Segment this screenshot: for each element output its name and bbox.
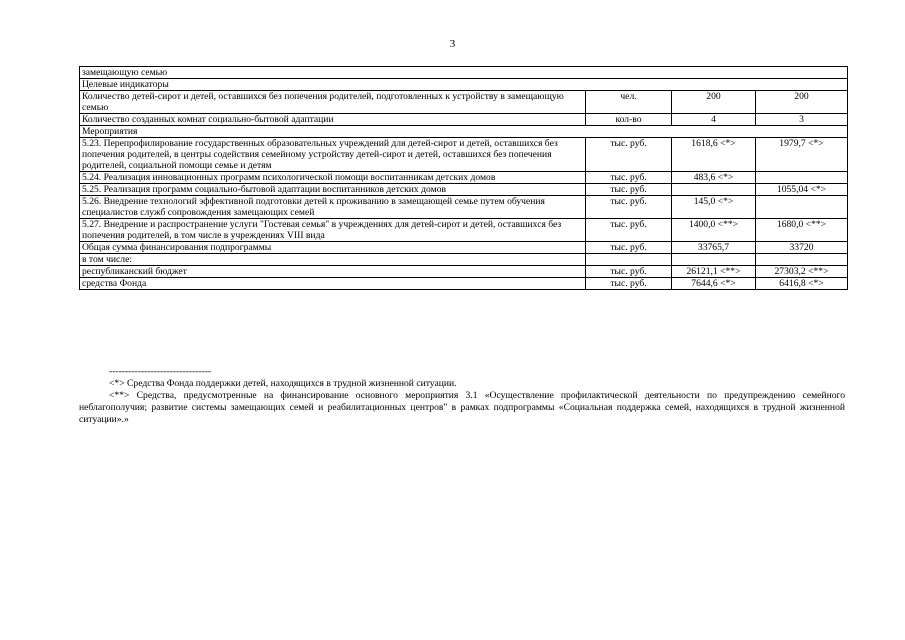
row-value-2-cell: 33720 [756, 242, 848, 254]
row-value-1-cell: 483,6 <*> [672, 172, 756, 184]
row-name-cell: республиканский бюджет [80, 266, 586, 278]
row-unit-cell [586, 254, 672, 266]
row-value-2-cell: 1680,0 <**> [756, 219, 848, 242]
section-row [80, 79, 848, 91]
section-label: замещающую семью [80, 67, 848, 79]
section-row [80, 67, 848, 79]
table-row [80, 172, 848, 184]
row-name-cell: Общая сумма финансирования подпрограммы [80, 242, 586, 254]
table-row [80, 278, 848, 290]
table-row [80, 196, 848, 219]
page-number: 3 [449, 38, 456, 50]
row-unit-cell: тыс. руб. [586, 184, 672, 196]
row-unit-cell: тыс. руб. [586, 196, 672, 219]
table-row [80, 184, 848, 196]
table-row [80, 254, 848, 266]
row-value-1-cell: 26121,1 <**> [672, 266, 756, 278]
section-row [80, 126, 848, 138]
footnote-1: <*> Средства Фонда поддержки детей, находящихся в трудной жизненной ситуации. [109, 378, 457, 389]
financing-table [79, 66, 848, 290]
row-value-1-cell: 4 [672, 114, 756, 126]
row-name-cell: 5.27. Внедрение и распространение услуги "Гостевая семья" в учреждениях для детей-сирот и детей, оставшихся без попечения родителей, в том числе в учреждениях VIII вида [80, 219, 586, 242]
table-row [80, 242, 848, 254]
row-value-1-cell [672, 254, 756, 266]
table-row [80, 114, 848, 126]
table-row [80, 219, 848, 242]
row-value-2-cell [756, 254, 848, 266]
row-value-2-cell [756, 196, 848, 219]
row-value-2-cell [756, 172, 848, 184]
row-value-2-cell: 27303,2 <**> [756, 266, 848, 278]
row-value-1-cell: 1400,0 <**> [672, 219, 756, 242]
row-unit-cell: тыс. руб. [586, 242, 672, 254]
row-name-cell: 5.26. Внедрение технологий эффективной подготовки детей к проживанию в замещающей семье путем обучения специалистов служб сопровождения замещающих семей [80, 196, 586, 219]
row-value-1-cell: 7644,6 <*> [672, 278, 756, 290]
row-value-2-cell: 1979,7 <*> [756, 138, 848, 172]
row-unit-cell: тыс. руб. [586, 278, 672, 290]
row-value-1-cell: 145,0 <*> [672, 196, 756, 219]
row-unit-cell: тыс. руб. [586, 219, 672, 242]
row-value-2-cell: 1055,04 <*> [756, 184, 848, 196]
row-value-1-cell [672, 184, 756, 196]
row-name-cell: средства Фонда [80, 278, 586, 290]
row-name-cell: 5.23. Перепрофилирование государственных образовательных учреждений для детей-сирот и детей, оставшихся без попечения родителей, в центры содействия семейному устройству детей-сирот и детей, оставшихся без попечения родителей, социальной помощи семье и детям [80, 138, 586, 172]
row-name-cell: Количество созданных комнат социально-бытовой адаптации [80, 114, 586, 126]
row-value-1-cell: 1618,6 <*> [672, 138, 756, 172]
section-label: Мероприятия [80, 126, 848, 138]
row-name-cell: в том числе: [80, 254, 586, 266]
footnote-separator: -------------------------------- [109, 366, 212, 377]
row-unit-cell: кол-во [586, 114, 672, 126]
table-row [80, 266, 848, 278]
row-unit-cell: тыс. руб. [586, 138, 672, 172]
table-row [80, 91, 848, 114]
row-value-1-cell: 200 [672, 91, 756, 114]
row-value-1-cell: 33765,7 [672, 242, 756, 254]
row-name-cell: 5.24. Реализация инновационных программ психологической помощи воспитанникам детских домов [80, 172, 586, 184]
row-unit-cell: чел. [586, 91, 672, 114]
section-label: Целевые индикаторы [80, 79, 848, 91]
row-value-2-cell: 6416,8 <*> [756, 278, 848, 290]
row-name-cell: 5.25. Реализация программ социально-бытовой адаптации воспитанников детских домов [80, 184, 586, 196]
row-unit-cell: тыс. руб. [586, 172, 672, 184]
table-row [80, 138, 848, 172]
footnote-2: <**> Средства, предусмотренные на финансирование основного мероприятия 3.1 «Осуществление профилактической деятельности по предупреждению семейного неблагополучия; развитие системы замещающих семей и реабилитационных центров" в рамках подпрограммы «Социальная поддержка семей, находящихся в трудной жизненной ситуации».» [79, 390, 845, 425]
footnotes [79, 366, 845, 426]
row-name-cell: Количество детей-сирот и детей, оставшихся без попечения родителей, подготовленных к устройству в замещающую семью [80, 91, 586, 114]
row-value-2-cell: 200 [756, 91, 848, 114]
row-unit-cell: тыс. руб. [586, 266, 672, 278]
row-value-2-cell: 3 [756, 114, 848, 126]
table-body [80, 67, 848, 290]
